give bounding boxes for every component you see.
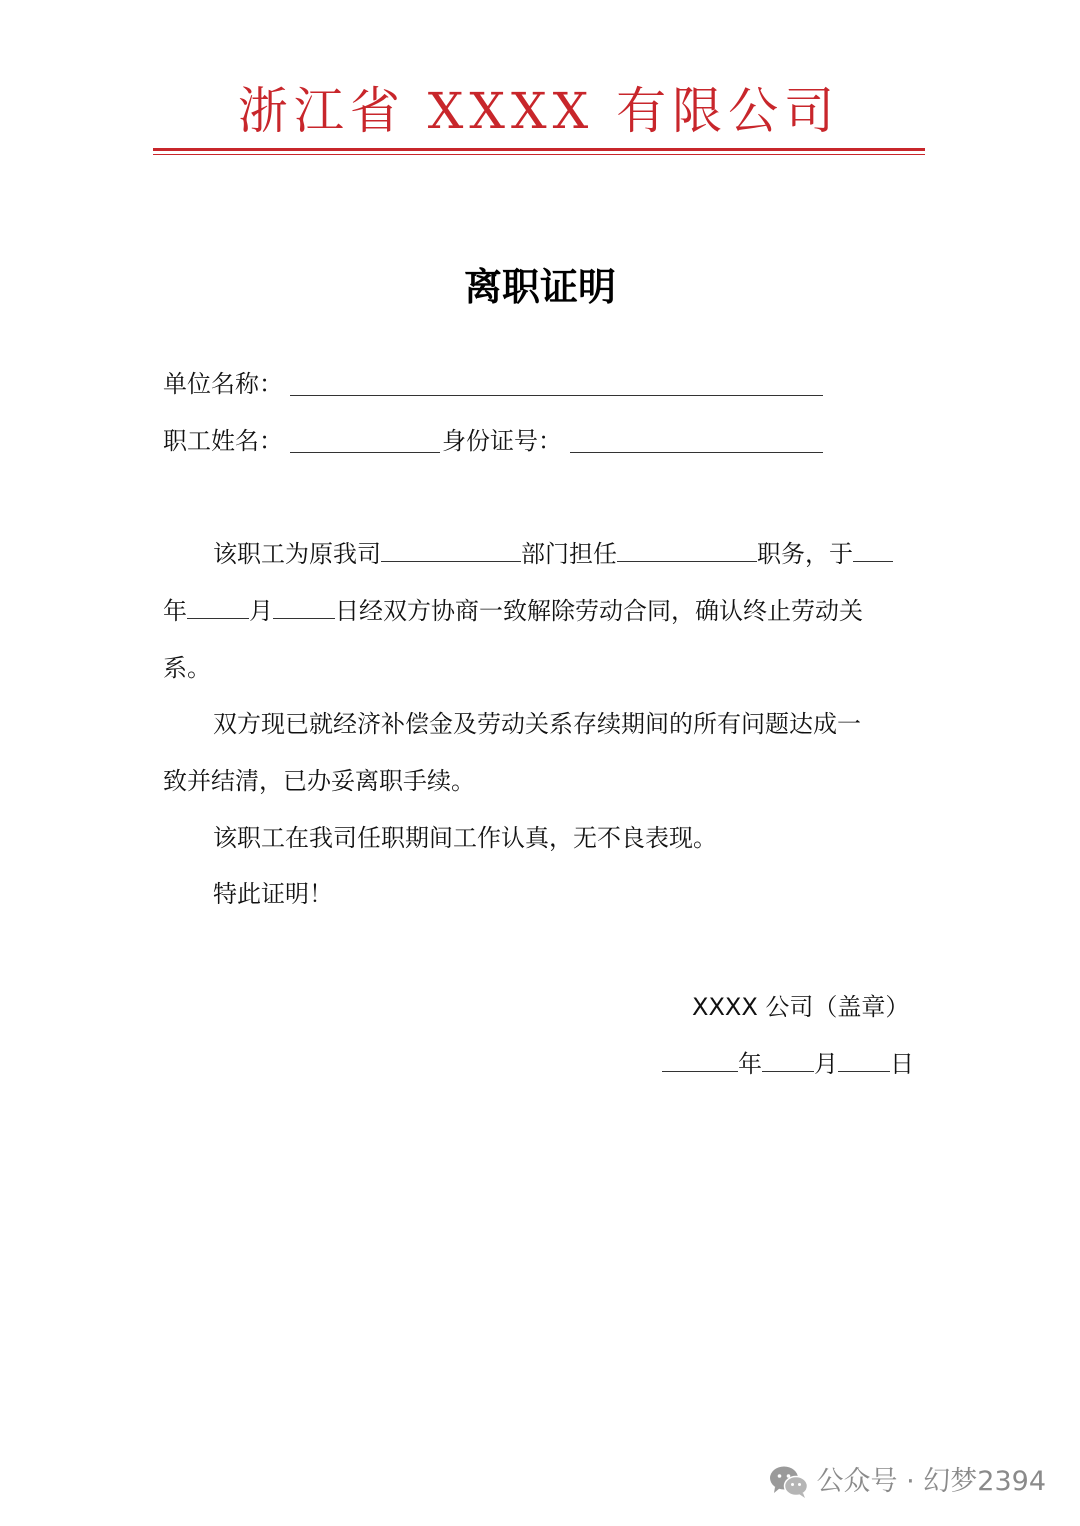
paragraph-1-text-b: 部门担任 [521, 540, 617, 568]
signature-day-blank [838, 1051, 890, 1072]
signature-month-blank [762, 1051, 814, 1072]
document-title: 离职证明 [463, 265, 616, 309]
paragraph-1-text-d: 年 [163, 597, 187, 625]
paragraph-1-line-3 [163, 650, 211, 686]
year-blank [187, 598, 249, 619]
id-number-label: 身份证号： [442, 427, 562, 455]
watermark-text: 公众号 · 幻梦2394 [816, 1466, 1046, 1497]
paragraph-1-text-g: 系。 [163, 654, 211, 682]
unit-name-blank [290, 395, 823, 396]
paragraph-1-text-c: 职务，于 [757, 540, 853, 568]
paragraph-1-text-e: 月 [249, 597, 273, 625]
paragraph-1-text-f: 日经双方协商一致解除劳动合同，确认终止劳动关 [335, 597, 863, 625]
signature-date-line [662, 1046, 914, 1082]
department-blank [381, 541, 521, 562]
signature-month-label: 月 [814, 1050, 838, 1078]
employee-name-blank [290, 452, 440, 453]
paragraph-1-line-2 [163, 593, 863, 629]
signature-year-blank [662, 1051, 738, 1072]
letterhead-rule-thick [153, 148, 925, 151]
year-blank-start [853, 541, 893, 562]
letterhead-rule-thin [153, 154, 925, 155]
signature-year-label: 年 [738, 1050, 762, 1078]
id-number-blank [570, 452, 823, 453]
paragraph-4: 特此证明！ [213, 880, 333, 908]
wechat-icon [769, 1465, 809, 1499]
company-stamp-line: XXXX 公司（盖章） [692, 993, 910, 1021]
paragraph-2-line-2: 致并结清，已办妥离职手续。 [163, 767, 475, 795]
paragraph-1-line-1 [213, 536, 893, 572]
month-blank [273, 598, 335, 619]
paragraph-1-text-a: 该职工为原我司 [213, 540, 381, 568]
signature-day-label: 日 [890, 1050, 914, 1078]
watermark [769, 1462, 1046, 1502]
paragraph-3: 该职工在我司任职期间工作认真，无不良表现。 [213, 824, 717, 852]
employee-name-label: 职工姓名： [163, 427, 283, 455]
unit-name-label: 单位名称： [163, 370, 283, 398]
letterhead-company-name: 浙江省 XXXX 有限公司 [237, 82, 841, 140]
paragraph-2-line-1: 双方现已就经济补偿金及劳动关系存续期间的所有问题达成一 [213, 710, 861, 738]
position-blank [617, 541, 757, 562]
